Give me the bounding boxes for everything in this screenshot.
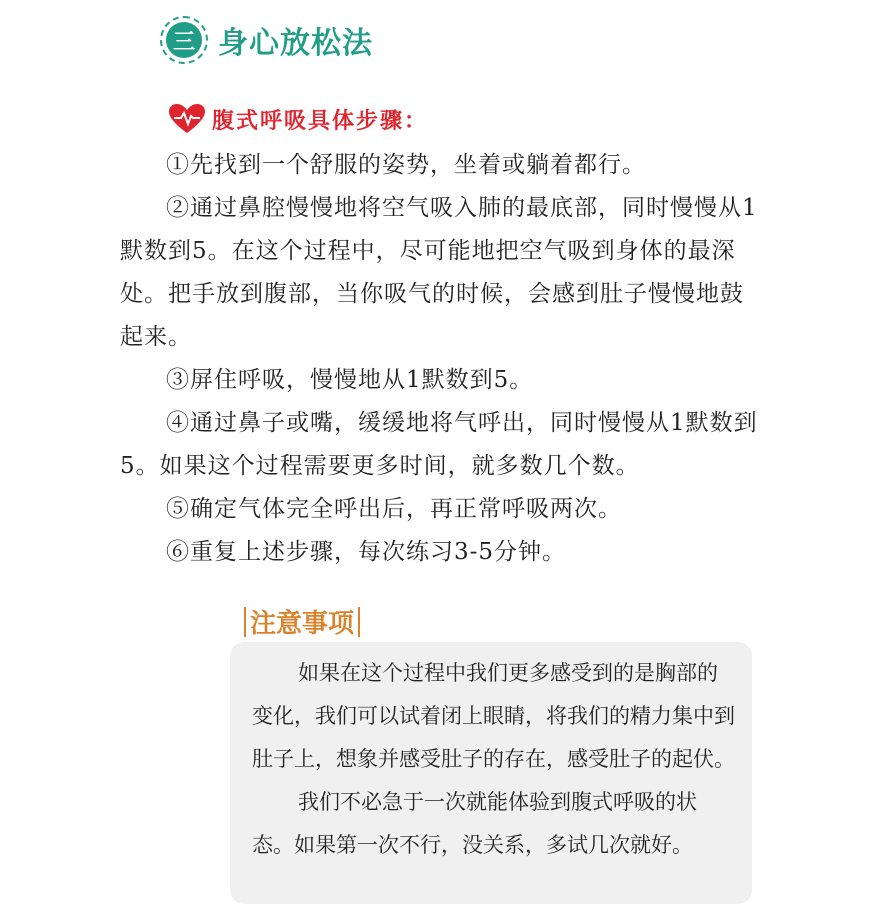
section-number: 三 [166,22,202,58]
step-item: ⑥重复上述步骤，每次练习3-5分钟。 [166,539,567,565]
step-item: ①先找到一个舒服的姿势，坐着或躺着都行。 [166,152,646,178]
step-item: ②通过鼻腔慢慢地将空气吸入肺的最底部，同时慢慢从1默数到5。在这个过程中，尽可能地把空气吸到身体的最深处。把手放到腹部，当你吸气的时候，会感到肚子慢慢地鼓起来。 [120,195,758,350]
notes-title-bar-right [358,607,360,637]
notes-title-text: 注意事项 [250,609,355,639]
step-item: ⑤确定气体完全呼出后，再正常呼吸两次。 [166,496,622,522]
section-header [160,14,373,66]
notes-box [230,642,752,904]
steps-list [120,144,760,574]
heart-pulse-icon [168,103,206,135]
steps-heading [168,103,428,135]
section-title: 身心放松法 [218,26,373,61]
notes-paragraph: 我们不必急于一次就能体验到腹式呼吸的状态。如果第一次不行，没关系，多试几次就好。 [252,790,697,857]
step-item: ③屏住呼吸，慢慢地从1默数到5。 [166,367,534,393]
notes-title-bar-left [244,607,246,637]
step-item: ④通过鼻子或嘴，缓缓地将气呼出，同时慢慢从1默数到5。如果这个过程需要更多时间，就多数几个数。 [120,410,758,479]
notes-title [240,603,364,640]
notes-paragraph: 如果在这个过程中我们更多感受到的是胸部的变化，我们可以试着闭上眼睛，将我们的精力集中到肚子上，想象并感受肚子的存在，感受肚子的起伏。 [252,661,735,771]
section-number-badge [160,16,208,64]
steps-heading-text: 腹式呼吸具体步骤： [212,107,429,134]
